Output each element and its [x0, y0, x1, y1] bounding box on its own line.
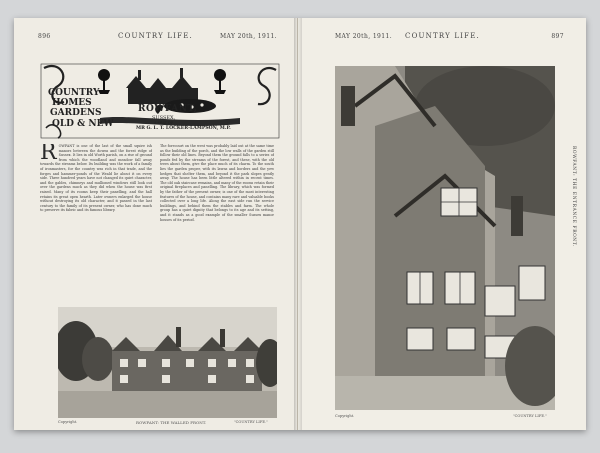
article-owner: MR G. L. T. LOCKER-LAMPSON, M.P.: [136, 126, 231, 131]
masthead-word-old-new: OLD & NEW: [52, 119, 114, 129]
photo-copyright: "COUNTRY LIFE.": [234, 420, 268, 424]
masthead-word-country: COUNTRY: [48, 88, 100, 98]
issue-date-right: MAY 20th, 1911.: [335, 33, 393, 40]
vertical-photo-caption: ROWFANT: THE ENTRANCE FRONT.: [571, 146, 576, 247]
page-number: 896: [38, 33, 51, 40]
owner-prefix: A SEAT OF: [154, 121, 174, 125]
article-column-1: [40, 144, 152, 302]
photo-credit-right-page: Copyright.: [335, 414, 355, 418]
article-text-col1: OWFANT is one of the last of the small squire ish manors between the downs and the forest ridge of Sussex. It lies in old Worth parish, on a rise of ground from which the woodland and meadow fall away towards the streams below. Its building was the work of a family of ironmasters, for the country was rich in that trade, and the forges and hammer-ponds of the Weald lie about it on every side. Three hundred years have not changed its quiet character, and the gables, chimneys and mullioned windows still look out over the gardens much as they did when the house was first raised. Many of its rooms keep their panelling, and the hall retains its great open hearth. Later owners enlarged the house without destroying its old character, and it passed in the last century to the family of its present owner, who has done much to preserve its fabric and its famous library.: [40, 144, 152, 213]
photo-caption: ROWFANT: THE WALLED FRONT.: [136, 420, 207, 425]
article-column-2: The forecourt on the west was probably laid out at the same time as the building of the porch, and the low walls of the garden still follow their old lines. Beyond them the ground falls to a series of ponds fed by the streams of the forest, and these, with the old trees about them, give the place much of its charm. To the south lies the garden proper, with its lawns and borders and the yew hedges that shelter them, and beyond it the park slopes gently away. The house has been little altered within in recent times. The old oak staircase remains, and many of the rooms retain their original fireplaces and panelling. The library, which was formed by the father of the present owner, is one of the most interesting features of the house, and contains many rare and valuable books collected over a long life. Along the east side run the service buildings, and behind them the stables and farm. The whole group has a quiet dignity that belongs to its age and its setting, and it stands as a good example of the smaller Sussex manor houses of its period.: [160, 144, 274, 222]
book-gutter: [294, 18, 302, 430]
house-photograph: [58, 307, 277, 418]
entrance-front-photograph: [335, 66, 555, 410]
page-number-right: 897: [551, 33, 564, 40]
article-title: ROWFANT,: [138, 104, 198, 114]
running-head-right: [299, 32, 586, 42]
article-county: SUSSEX,: [152, 115, 176, 121]
magazine-spread: [14, 18, 586, 430]
article-masthead: [40, 58, 280, 140]
masthead-word-gardens: GARDENS: [50, 108, 102, 118]
issue-date: MAY 20th, 1911.: [219, 33, 277, 40]
masthead-word-homes: HOMES: [52, 98, 92, 108]
left-page: [14, 18, 298, 430]
magazine-title-right: COUNTRY LIFE.: [405, 32, 480, 40]
photo-copyright-right-page: "COUNTRY LIFE.": [513, 414, 547, 418]
drop-cap: R: [40, 144, 57, 165]
right-page: [299, 18, 586, 430]
running-head-left: [14, 32, 297, 42]
photo-credit: Copyright.: [58, 420, 78, 424]
magazine-title: COUNTRY LIFE.: [118, 32, 193, 40]
